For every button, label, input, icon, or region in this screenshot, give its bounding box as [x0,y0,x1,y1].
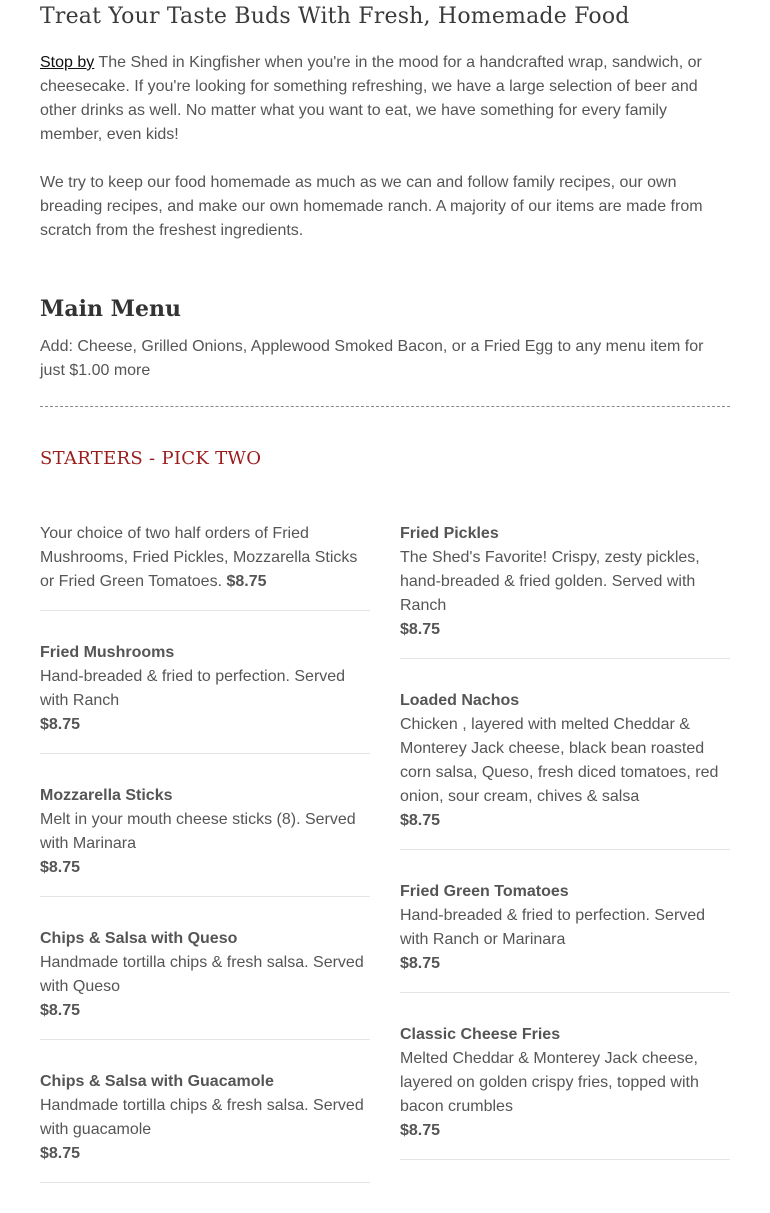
menu-item [400,522,730,659]
menu-item-price: $8.75 [400,955,441,972]
menu-item [40,927,370,1040]
menu-item [400,880,730,993]
menu-item-name: Fried Pickles [400,525,499,542]
menu-column-left [40,522,370,1213]
menu-item-name: Loaded Nachos [400,692,520,709]
menu-item-price: $8.75 [400,621,441,638]
menu-item-name: Mozzarella Sticks [40,787,173,804]
stop-by-link[interactable]: Stop by [40,54,95,71]
starters-intro [40,522,370,594]
menu-item-description: Chicken , layered with melted Cheddar & Monterey Jack cheese, black bean roasted corn salsa, Queso, fresh diced tomatoes, red onion, sour cream, chives & salsa [400,716,719,805]
menu-item-name: Chips & Salsa with Guacamole [40,1073,274,1090]
menu-addons-note: Add: Cheese, Grilled Onions, Applewood Smoked Bacon, or a Fried Egg to any menu item for just $1.00 more [40,338,704,379]
menu-item-name: Fried Green Tomatoes [400,883,569,900]
menu-item-name: Classic Cheese Fries [400,1026,561,1043]
menu-item [400,1023,730,1160]
menu-item [40,784,370,897]
menu-item-description: Hand-breaded & fried to perfection. Served with Ranch or Marinara [400,907,706,948]
menu-item-description: Melt in your mouth cheese sticks (8). Served with Marinara [40,811,356,852]
menu-item [400,689,730,850]
menu-item-description: The Shed's Favorite! Crispy, zesty pickles, hand-breaded & fried golden. Served with Ranch [400,549,700,614]
homemade-paragraph: We try to keep our food homemade as much as we can and follow family recipes, our own breading recipes, and make our own homemade ranch. A majority of our items are made from scratch from the freshest ingredients. [40,174,703,239]
menu-column-right [400,522,730,1190]
menu-item-price: $8.75 [40,1002,81,1019]
starters-intro-text: Your choice of two half orders of Fried Mushrooms, Fried Pickles, Mozzarella Sticks or Fried Green Tomatoes. [40,525,358,590]
section-divider [40,406,730,407]
menu-item-description: Hand-breaded & fried to perfection. Served with Ranch [40,668,346,709]
starters-section-title: STARTERS - PICK TWO [40,448,262,469]
menu-item-price: $8.75 [400,1122,441,1139]
menu-item-price: $8.75 [40,1145,81,1162]
menu-title: Main Menu [40,296,181,322]
menu-item-price: $8.75 [40,716,81,733]
menu-item-price: $8.75 [40,859,81,876]
intro-paragraph [40,51,730,147]
menu-item [40,641,370,754]
menu-item [40,1070,370,1183]
menu-item-price: $8.75 [400,812,441,829]
page-title: Treat Your Taste Buds With Fresh, Homemade Food [40,4,630,29]
menu-item-description: Melted Cheddar & Monterey Jack cheese, layered on golden crispy fries, topped with bacon crumbles [400,1050,699,1115]
menu-item-name: Chips & Salsa with Queso [40,930,238,947]
intro-paragraph-text: The Shed in Kingfisher when you're in the mood for a handcrafted wrap, sandwich, or cheesecake. If you're looking for something refreshing, we have a large selection of beer and other drinks as well. No matter what you want to eat, we have something for every family member, even kids! [40,54,702,143]
starters-intro-price: $8.75 [226,573,267,590]
menu-item-description: Handmade tortilla chips & fresh salsa. Served with Queso [40,954,364,995]
menu-item-name: Fried Mushrooms [40,644,175,661]
menu-item-intro [40,522,370,611]
menu-item-description: Handmade tortilla chips & fresh salsa. Served with guacamole [40,1097,364,1138]
